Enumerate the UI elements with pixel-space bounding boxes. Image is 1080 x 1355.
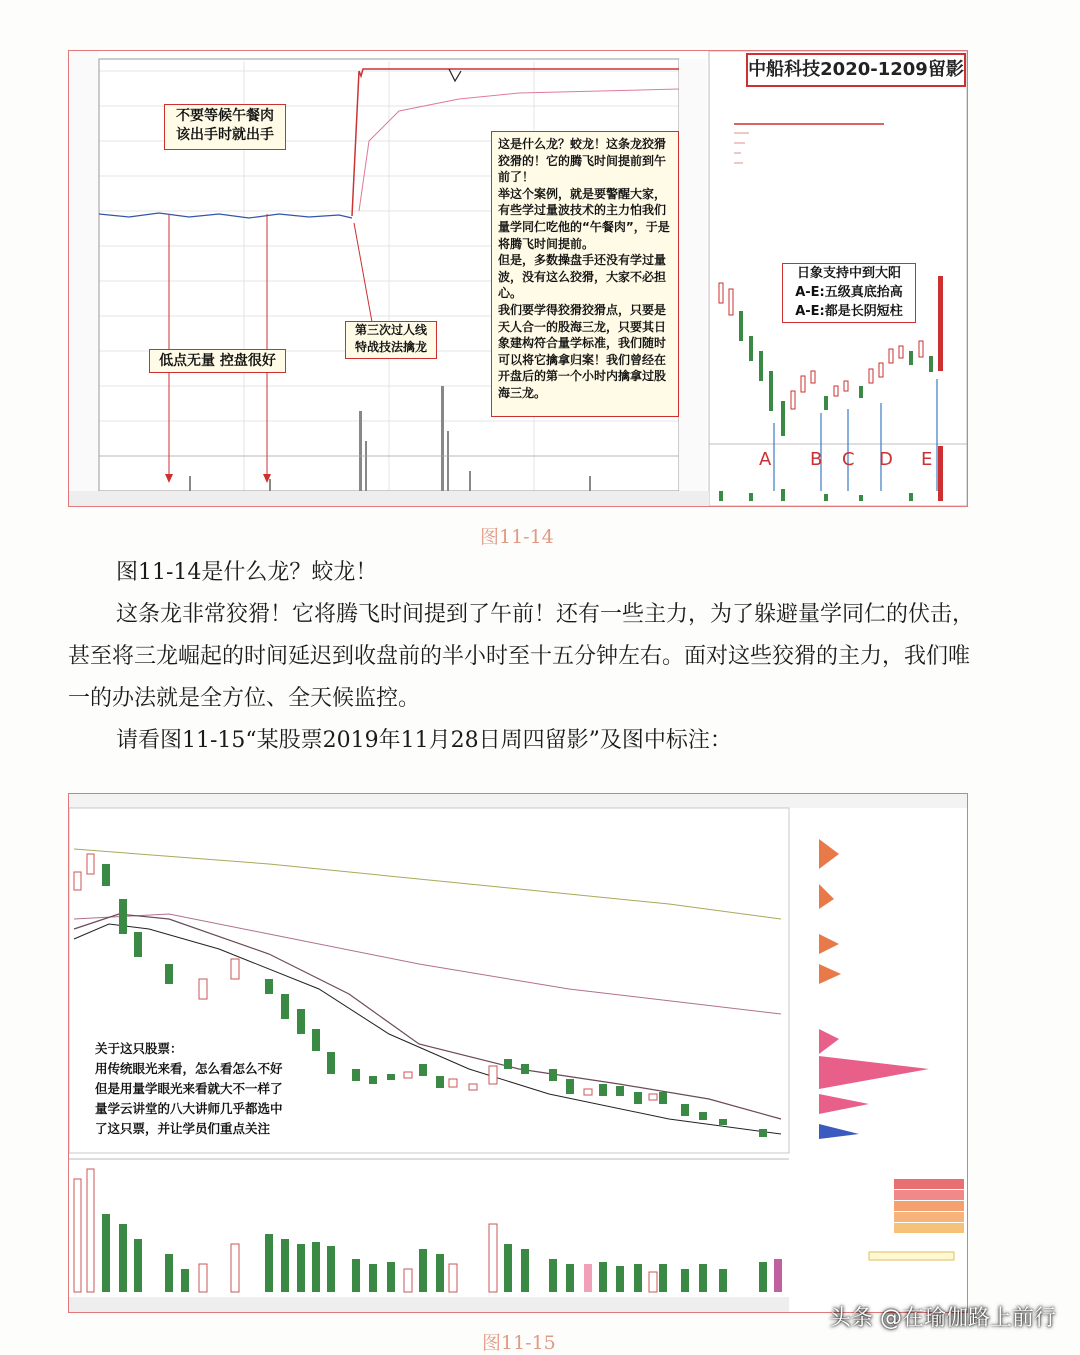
figure-11-15 (68, 793, 968, 1313)
paragraph-1: 图11-14是什么龙？蛟龙！ (116, 560, 378, 585)
chart-title: 中船科技2020-1209留影 (746, 53, 966, 87)
label-c: C (842, 449, 855, 470)
paragraph-2: 这条龙非常狡猾！它将腾飞时间提到了午前！还有一些主力，为了躲避量学同仁的伏击，甚至将三龙崛起的时间延迟到收盘前的半小时至十五分钟左右。面对这些狡猾的主力，我们唯一的办法就是全方位、全天候监控。 (68, 602, 975, 711)
watermark: 头条 @在瑜伽路上前行 (829, 1306, 1056, 1331)
callout-third: 第三次过人线 特战技法擒龙 (345, 321, 437, 359)
callout-lunch: 不要等候午餐肉 该出手时就出手 (164, 104, 286, 150)
paragraph-3: 请看图11-15“某股票2019年11月28日周四留影”及图中标注： (116, 728, 732, 753)
label-e: E (921, 449, 933, 470)
label-d: D (879, 449, 893, 470)
callout-low: 低点无量 控盘很好 (149, 349, 286, 373)
caption-11-14: 图11-14 (480, 526, 554, 548)
label-a: A (759, 449, 772, 470)
caption-11-15: 图11-15 (482, 1332, 556, 1354)
figure-11-14 (68, 50, 968, 507)
callout-daily: 日象支持中到大阳 A-E:五级真底抬高 A-E:都是长阴短柱 (782, 263, 916, 323)
callout-big: 这是什么龙？蛟龙！这条龙狡猾狡猾的！它的腾飞时间提前到午前了！ 举这个案例，就是要警醒大家，有些学过量波技术的主力怕我们量学同仁吃他的“午餐肉”，于是将腾飞时间提前。 但是，多数操盘手还没有学过量波，没有这么狡猾，大家不必担心。 我们要学得狡猾狡猾点，只要是天人合一的股海三龙，只要其日象建构符合量学标准，我们随时可以将它擒拿归案！我们曾经在开盘后的第一个小时内擒拿过股海三龙。 (491, 131, 679, 417)
label-b: B (810, 449, 823, 470)
stock-note: 关于这只股票： 用传统眼光来看，怎么看怎么不好 但是用量学眼光来看就大不一样了 量学云讲堂的八大讲师几乎都选中 了这只票，并让学员们重点关注 (95, 1041, 283, 1136)
